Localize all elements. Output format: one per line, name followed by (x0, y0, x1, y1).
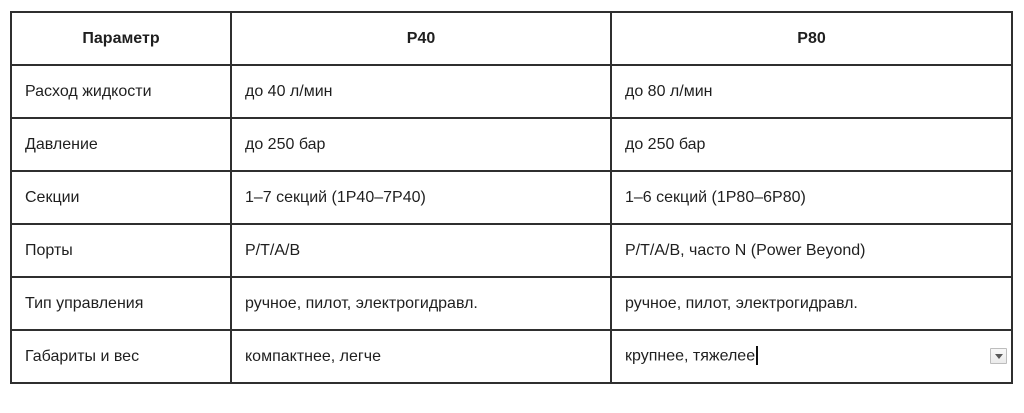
table-row (11, 171, 1012, 224)
table-dropdown-button[interactable] (990, 348, 1007, 364)
cell-param[interactable] (11, 277, 231, 330)
cell-text: Давление (25, 135, 98, 153)
cell-text: 1–6 секций (1P80–6P80) (625, 188, 806, 206)
cell-text: компактнее, легче (245, 347, 381, 365)
cell-p40[interactable] (231, 330, 611, 383)
cell-text: крупнее, тяжелее (625, 347, 756, 365)
cell-text: 1–7 секций (1P40–7P40) (245, 188, 426, 206)
table-row (11, 224, 1012, 277)
cell-text: P/T/A/B, часто N (Power Beyond) (625, 241, 866, 259)
table-header-row (11, 12, 1012, 65)
cell-param[interactable] (11, 224, 231, 277)
cell-p80[interactable] (611, 330, 1012, 383)
cell-param[interactable] (11, 330, 231, 383)
cell-p80[interactable] (611, 118, 1012, 171)
cell-text: P/T/A/B (245, 241, 301, 259)
cell-text: Секции (25, 188, 80, 206)
cell-param[interactable] (11, 118, 231, 171)
cell-p40[interactable] (231, 224, 611, 277)
cell-text: до 40 л/мин (245, 82, 333, 100)
table-row (11, 277, 1012, 330)
cell-text: до 80 л/мин (625, 82, 713, 100)
cell-text: Расход жидкости (25, 82, 152, 100)
cell-param[interactable] (11, 65, 231, 118)
header-cell-parameter[interactable]: Параметр (11, 12, 231, 65)
cell-text: ручное, пилот, электрогидравл. (625, 294, 858, 312)
cell-p80[interactable] (611, 171, 1012, 224)
cell-text: до 250 бар (245, 135, 326, 153)
cell-param[interactable] (11, 171, 231, 224)
cell-p80[interactable] (611, 277, 1012, 330)
table-row (11, 330, 1012, 383)
header-cell-p40[interactable]: P40 (231, 12, 611, 65)
table-row (11, 65, 1012, 118)
cell-text: Габариты и вес (25, 347, 140, 365)
table-row (11, 118, 1012, 171)
cell-text: Тип управления (25, 294, 144, 312)
cell-p40[interactable] (231, 171, 611, 224)
cell-text: до 250 бар (625, 135, 706, 153)
cell-text: Порты (25, 241, 73, 259)
cell-p40[interactable] (231, 277, 611, 330)
cell-p40[interactable] (231, 65, 611, 118)
cell-text: ручное, пилот, электрогидравл. (245, 294, 478, 312)
text-caret (756, 346, 758, 365)
cell-p80[interactable] (611, 65, 1012, 118)
comparison-table (10, 11, 1013, 384)
chevron-down-icon (995, 354, 1003, 359)
header-cell-p80[interactable]: P80 (611, 12, 1012, 65)
cell-p40[interactable] (231, 118, 611, 171)
cell-p80[interactable] (611, 224, 1012, 277)
